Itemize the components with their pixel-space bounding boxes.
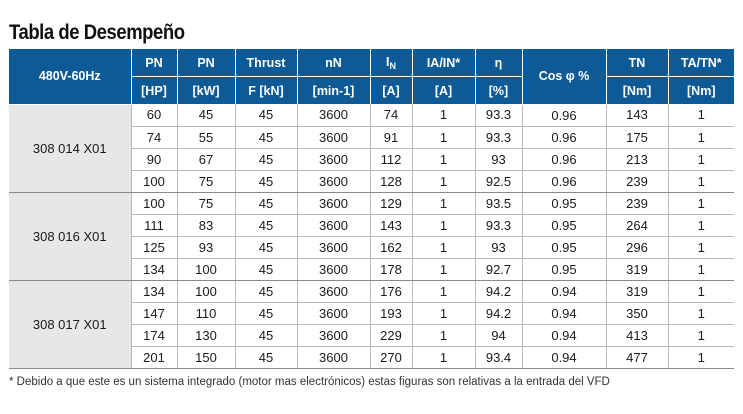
header-nn: nN [297,49,370,77]
table-cell: 1 [412,280,475,302]
table-cell: 111 [131,214,177,236]
table-cell: 0.96 [522,170,606,192]
table-cell: 3600 [297,302,370,324]
header-tn: TN [606,49,668,77]
table-cell: 45 [235,214,297,236]
header-ia-in: IA/IN* [412,49,475,77]
table-cell: 45 [235,280,297,302]
table-cell: 0.94 [522,280,606,302]
model-cell: 308 016 X01 [9,192,131,280]
table-cell: 0.96 [522,148,606,170]
table-cell: 3600 [297,346,370,368]
unit-a: [A] [370,77,412,105]
table-cell: 45 [235,258,297,280]
unit-min: [min-1] [297,77,370,105]
table-cell: 229 [370,324,412,346]
table-cell: 91 [370,126,412,148]
table-cell: 1 [412,214,475,236]
table-cell: 112 [370,148,412,170]
page-title: Tabla de Desempeño [9,21,185,44]
table-cell: 125 [131,236,177,258]
table-cell: 94.2 [475,280,522,302]
table-cell: 67 [177,148,235,170]
unit-nm: [Nm] [606,77,668,105]
table-cell: 90 [131,148,177,170]
table-cell: 60 [131,104,177,126]
table-cell: 3600 [297,148,370,170]
table-row [9,192,734,214]
table-cell: 175 [606,126,668,148]
table-cell: 1 [412,126,475,148]
table-cell: 93.3 [475,126,522,148]
table-cell: 201 [131,346,177,368]
table-cell: 174 [131,324,177,346]
table-cell: 0.95 [522,192,606,214]
table-cell: 143 [370,214,412,236]
table-cell: 1 [668,170,734,192]
table-cell: 0.95 [522,236,606,258]
table-cell: 3600 [297,170,370,192]
unit-a2: [A] [412,77,475,105]
table-cell: 94.2 [475,302,522,324]
table-cell: 147 [131,302,177,324]
table-cell: 0.95 [522,258,606,280]
table-cell: 45 [235,192,297,214]
model-cell: 308 017 X01 [9,280,131,368]
table-cell: 1 [668,148,734,170]
unit-kw: [kW] [177,77,235,105]
table-cell: 1 [412,324,475,346]
table-cell: 1 [668,236,734,258]
table-cell: 350 [606,302,668,324]
table-cell: 93 [177,236,235,258]
table-row [9,280,734,302]
table-cell: 92.7 [475,258,522,280]
table-cell: 1 [412,346,475,368]
header-eta: η [475,49,522,77]
table-cell: 193 [370,302,412,324]
table-cell: 93 [475,148,522,170]
table-cell: 239 [606,192,668,214]
performance-table [9,49,734,369]
table-cell: 3600 [297,258,370,280]
table-cell: 100 [131,170,177,192]
table-cell: 93.3 [475,214,522,236]
table-cell: 45 [235,148,297,170]
table-cell: 162 [370,236,412,258]
table-cell: 143 [606,104,668,126]
table-cell: 93.5 [475,192,522,214]
header-in [370,49,412,77]
table-cell: 3600 [297,280,370,302]
table-cell: 239 [606,170,668,192]
table-cell: 74 [370,104,412,126]
header-in-symbol: I [386,54,390,69]
table-cell: 3600 [297,192,370,214]
table-cell: 55 [177,126,235,148]
header-row-labels [9,49,734,77]
unit-nm2: [Nm] [668,77,734,105]
table-cell: 150 [177,346,235,368]
table-cell: 296 [606,236,668,258]
table-cell: 0.94 [522,302,606,324]
table-cell: 1 [412,258,475,280]
table-cell: 3600 [297,214,370,236]
header-thrust: Thrust [235,49,297,77]
header-ta-tn: TA/TN* [668,49,734,77]
table-cell: 100 [177,258,235,280]
table-cell: 130 [177,324,235,346]
table-cell: 1 [668,192,734,214]
header-cos-phi: Cos φ % [522,49,606,104]
table-cell: 1 [412,192,475,214]
table-cell: 129 [370,192,412,214]
table-cell: 1 [668,126,734,148]
table-cell: 178 [370,258,412,280]
table-cell: 0.94 [522,346,606,368]
table-cell: 0.94 [522,324,606,346]
table-cell: 100 [177,280,235,302]
unit-kn: F [kN] [235,77,297,105]
table-cell: 213 [606,148,668,170]
table-cell: 93.4 [475,346,522,368]
table-row [9,104,734,126]
table-cell: 264 [606,214,668,236]
table-cell: 45 [177,104,235,126]
unit-percent: [%] [475,77,522,105]
table-cell: 83 [177,214,235,236]
table-cell: 1 [412,104,475,126]
table-cell: 3600 [297,324,370,346]
header-in-subscript: N [389,60,396,71]
table-cell: 1 [668,324,734,346]
table-cell: 74 [131,126,177,148]
table-cell: 45 [235,302,297,324]
table-cell: 176 [370,280,412,302]
table-cell: 413 [606,324,668,346]
table-cell: 93.3 [475,104,522,126]
table-cell: 319 [606,280,668,302]
table-cell: 75 [177,192,235,214]
table-cell: 1 [668,214,734,236]
table-cell: 3600 [297,126,370,148]
table-body [9,104,734,368]
table-cell: 477 [606,346,668,368]
table-cell: 1 [412,170,475,192]
table-cell: 128 [370,170,412,192]
table-cell: 92.5 [475,170,522,192]
model-cell: 308 014 X01 [9,104,131,192]
table-cell: 1 [412,236,475,258]
table-cell: 0.95 [522,214,606,236]
table-cell: 110 [177,302,235,324]
table-cell: 270 [370,346,412,368]
table-cell: 319 [606,258,668,280]
table-cell: 0.96 [522,126,606,148]
table-cell: 1 [412,148,475,170]
table-cell: 1 [668,346,734,368]
table-cell: 1 [668,280,734,302]
table-cell: 1 [668,104,734,126]
table-cell: 45 [235,236,297,258]
table-cell: 134 [131,280,177,302]
table-cell: 134 [131,258,177,280]
header-pn-kw: PN [177,49,235,77]
header-pn-hp: PN [131,49,177,77]
table-cell: 100 [131,192,177,214]
table-cell: 45 [235,126,297,148]
table-cell: 1 [668,302,734,324]
footnote: * Debido a que este es un sistema integrado (motor mas electrónicos) estas figuras son relativas a la entrada del VFD [9,376,610,388]
table-cell: 0.96 [522,104,606,126]
table-cell: 75 [177,170,235,192]
table-cell: 1 [668,258,734,280]
header-voltage: 480V-60Hz [9,49,131,104]
table-cell: 93 [475,236,522,258]
table-cell: 3600 [297,104,370,126]
table-cell: 94 [475,324,522,346]
table-cell: 3600 [297,236,370,258]
table-cell: 45 [235,170,297,192]
table-cell: 45 [235,346,297,368]
table-cell: 45 [235,104,297,126]
unit-hp: [HP] [131,77,177,105]
table-cell: 45 [235,324,297,346]
table-cell: 1 [412,302,475,324]
